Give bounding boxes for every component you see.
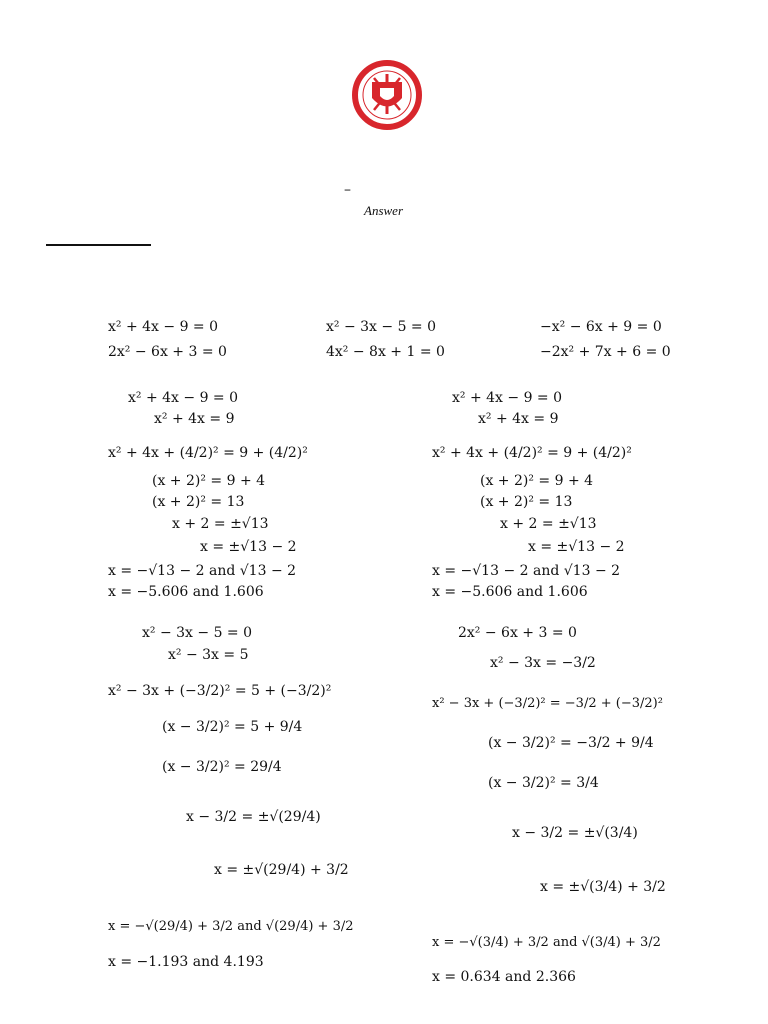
solution-step: x = ±√13 − 2 <box>200 539 297 555</box>
question-equation: −2x² + 7x + 6 = 0 <box>540 344 671 360</box>
question-equation: 4x² − 8x + 1 = 0 <box>326 344 445 360</box>
solution-step: (x + 2)² = 13 <box>480 494 573 510</box>
question-equation: −x² − 6x + 9 = 0 <box>540 319 662 335</box>
underline-rule <box>46 244 151 246</box>
solution-step: x + 2 = ±√13 <box>500 516 597 532</box>
solution-step: x² − 3x − 5 = 0 <box>142 625 253 641</box>
school-crest-logo <box>352 60 422 130</box>
solution-step: x² − 3x = 5 <box>168 647 249 663</box>
solution-step: x − 3/2 = ±√(3/4) <box>512 825 638 841</box>
solution-step: (x + 2)² = 9 + 4 <box>480 473 594 489</box>
solution-step: x² + 4x − 9 = 0 <box>128 390 239 406</box>
solution-step: x = −√(3/4) + 3/2 and √(3/4) + 3/2 <box>432 935 661 950</box>
solution-answer: x = 0.634 and 2.366 <box>432 969 576 985</box>
solution-step: x² + 4x = 9 <box>154 411 235 427</box>
question-equation: x² − 3x − 5 = 0 <box>326 319 437 335</box>
solution-step: x = −√(29/4) + 3/2 and √(29/4) + 3/2 <box>108 919 354 934</box>
header-dash: – <box>344 182 351 198</box>
solution-answer: x = −5.606 and 1.606 <box>108 584 264 600</box>
solution-step: x = −√13 − 2 and √13 − 2 <box>108 563 297 579</box>
solution-step: x = ±√(3/4) + 3/2 <box>540 879 666 895</box>
solution-step: x + 2 = ±√13 <box>172 516 269 532</box>
question-equation: 2x² − 6x + 3 = 0 <box>108 344 227 360</box>
answer-heading: Answer <box>364 203 403 218</box>
solution-step: x = −√13 − 2 and √13 − 2 <box>432 563 621 579</box>
solution-step: (x + 2)² = 9 + 4 <box>152 473 266 489</box>
solution-step: x² + 4x = 9 <box>478 411 559 427</box>
solution-step: x = ±√13 − 2 <box>528 539 625 555</box>
solution-step: 2x² − 6x + 3 = 0 <box>458 625 577 641</box>
solution-answer: x = −1.193 and 4.193 <box>108 954 264 970</box>
solution-answer: x = −5.606 and 1.606 <box>432 584 588 600</box>
solution-step: x − 3/2 = ±√(29/4) <box>186 809 321 825</box>
solution-step: x² − 3x + (−3/2)² = 5 + (−3/2)² <box>108 683 332 699</box>
solution-step: x = ±√(29/4) + 3/2 <box>214 862 349 878</box>
question-equation: x² + 4x − 9 = 0 <box>108 319 219 335</box>
solution-step: (x − 3/2)² = 5 + 9/4 <box>162 719 303 735</box>
solution-step: x² + 4x + (4/2)² = 9 + (4/2)² <box>432 445 632 461</box>
solution-step: (x − 3/2)² = −3/2 + 9/4 <box>488 735 654 751</box>
solution-step: x² − 3x = −3/2 <box>490 655 596 671</box>
solution-step: (x − 3/2)² = 3/4 <box>488 775 599 791</box>
solution-step: (x + 2)² = 13 <box>152 494 245 510</box>
solution-step: x² + 4x − 9 = 0 <box>452 390 563 406</box>
solution-step: x² + 4x + (4/2)² = 9 + (4/2)² <box>108 445 308 461</box>
solution-step: x² − 3x + (−3/2)² = −3/2 + (−3/2)² <box>432 696 663 711</box>
solution-step: (x − 3/2)² = 29/4 <box>162 759 282 775</box>
